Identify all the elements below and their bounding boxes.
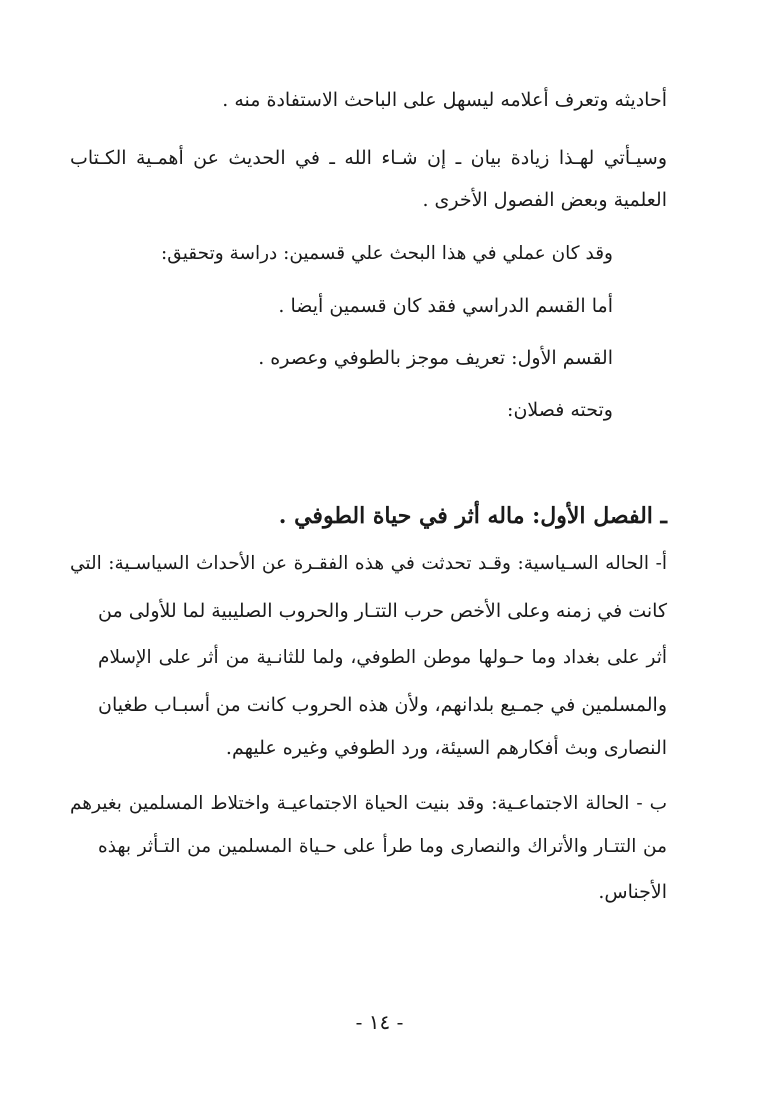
political-line-3: أثر على بغداد وما حـولها موطن الطوفي، ولما للثانـية من أثر على الإسلام: [98, 647, 667, 668]
intro-line-1: أحاديثه وتعرف أعلامه ليسهل على الباحث الاستفادة منه .: [222, 89, 667, 111]
political-line-1: أ- الحاله السـياسية: وقـد تحدثت في هذه الفقـرة عن الأحداث السياسـية: التي: [70, 553, 667, 574]
page-number: - ١٤ -: [355, 1010, 404, 1034]
social-line-1: ب - الحالة الاجتماعـية: وقد بنيت الحياة الاجتماعيـة واختلاط المسلمين بغيرهم: [70, 793, 667, 814]
plan-line-1: وقد كان عملي في هذا البحث علي قسمين: دراسة وتحقيق:: [161, 243, 613, 264]
intro-line-2: وسيـأتي لهـذا زيادة بيان ـ إن شـاء الله ـ في الحديث عن أهمـية الكـتاب: [70, 147, 667, 169]
plan-line-2: أما القسم الدراسي فقد كان قسمين أيضا .: [278, 295, 613, 317]
political-line-2: كانت في زمنه وعلى الأخص حرب التتـار والحروب الصليبية لما للأولى من: [98, 600, 667, 622]
political-line-4: والمسلمين في جمـيع بلدانهم، ولأن هذه الحروب كانت من أسبـاب طغيان: [98, 694, 667, 716]
political-line-5: النصارى وبث أفكارهم السيئة، ورد الطوفي وغيره عليهم.: [225, 737, 667, 759]
plan-line-4: وتحته فصلان:: [507, 399, 613, 421]
chapter-heading: ـ الفصل الأول: ماله أثر في حياة الطوفي .: [278, 503, 667, 529]
social-line-3: الأجناس.: [598, 881, 667, 903]
plan-line-3: القسم الأول: تعريف موجز بالطوفي وعصره .: [258, 347, 613, 369]
intro-line-3: العلمية وبعض الفصول الأخرى .: [422, 189, 667, 211]
social-line-2: من التتـار والأتراك والنصارى وما طرأ على حـياة المسلمين من التـأثر بهذه: [98, 836, 667, 857]
